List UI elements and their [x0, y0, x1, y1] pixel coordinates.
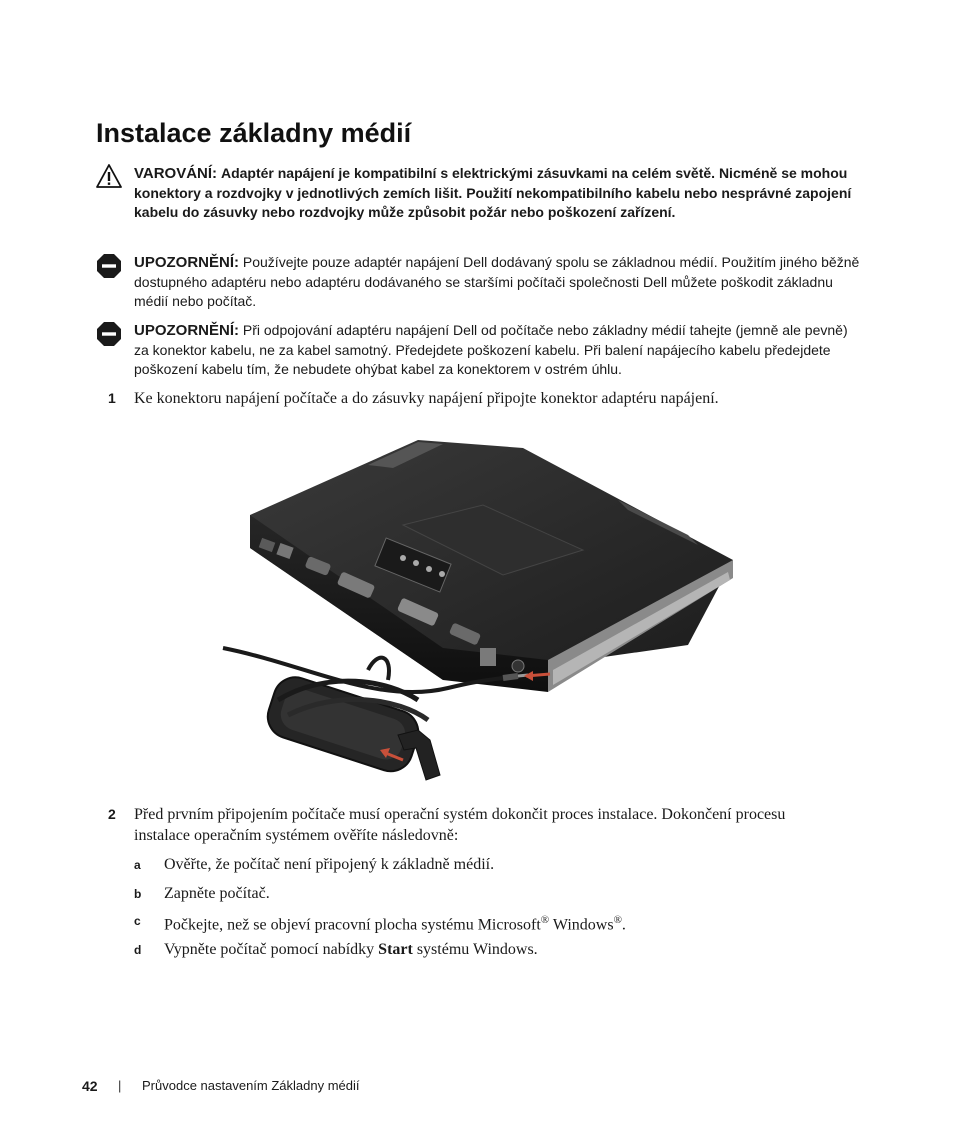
notice-octagon-icon — [96, 321, 122, 347]
warning-label: VAROVÁNÍ: — [134, 165, 218, 182]
step-number: 2 — [108, 806, 116, 822]
start-menu-term: Start — [378, 941, 413, 958]
registered-mark: ® — [613, 914, 622, 926]
notice-box — [96, 321, 866, 383]
substep-letter: c — [134, 914, 141, 928]
notice-label: UPOZORNĚNÍ: — [134, 254, 239, 271]
step-item — [108, 804, 848, 848]
step-number: 1 — [108, 390, 116, 406]
substep-text: Ověřte, že počítač není připojený k základně médií. — [164, 856, 495, 873]
substep-letter: b — [134, 887, 142, 901]
notice-text: Při odpojování adaptéru napájení Dell od počítače nebo základny médií tahejte (jemně ale pevně) za konektor kabelu, ne za kabel samotný. Předejdete poškození kabelu. Při balení napájecího kabelu předejdete poškození kabelu tím, že nebudete ohýbat kabel za konektorem v ostrém úhlu. — [134, 322, 848, 377]
notice-text: Používejte pouze adaptér napájení Dell dodávaný spolu se základnou médií. Použitím jiného běžně dostupného adaptéru nebo adaptéru dodávaného se staršími počítači společnosti Dell můžete poškodit základnu médií nebo počítač. — [134, 254, 860, 309]
warning-triangle-icon — [96, 163, 122, 189]
page-footer — [82, 1078, 360, 1094]
notice-label: UPOZORNĚNÍ: — [134, 322, 239, 339]
warning-box — [96, 164, 866, 244]
step-text: Před prvním připojením počítače musí operační systém dokončit proces instalace. Dokončení procesu instalace operačním systémem ověříte následovně: — [134, 806, 786, 844]
substep-text: Vypněte počítač pomocí nabídky Start systému Windows. — [164, 941, 538, 958]
registered-mark: ® — [540, 914, 550, 926]
notice-octagon-icon — [96, 253, 122, 279]
substep-letter: d — [134, 943, 142, 957]
substep-text: Počkejte, než se objeví pracovní plocha systému Microsoft® Windows®. — [164, 914, 626, 934]
substep-letter: a — [134, 858, 141, 872]
media-base-illustration — [218, 430, 738, 790]
page-number: 42 — [82, 1078, 98, 1094]
footer-separator: | — [118, 1078, 122, 1093]
warning-text: Adaptér napájení je kompatibilní s elektrickými zásuvkami na celém světě. Nicméně se mohou konektory a rozdvojky v jednotlivých zemích lišit. Použití nekompatibilního kabelu nebo nesprávné zapojení kabelu do zásuvky nebo rozdvojky může způsobit požár nebo poškození zařízení. — [134, 165, 852, 220]
page-title: Instalace základny médií — [96, 118, 412, 148]
footer-doc-title: Průvodce nastavením Základny médií — [142, 1078, 360, 1093]
step-text: Ke konektoru napájení počítače a do zásuvky napájení připojte konektor adaptéru napájení. — [134, 390, 719, 407]
substep-text: Zapněte počítač. — [164, 885, 270, 902]
notice-box — [96, 253, 866, 315]
